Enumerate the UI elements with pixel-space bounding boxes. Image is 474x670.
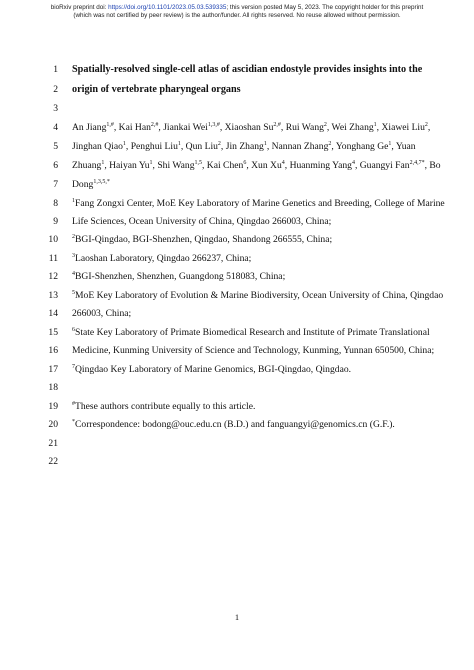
line-number: 16: [48, 345, 58, 356]
line-number: 8: [53, 198, 58, 209]
header-suffix: ; this version posted May 5, 2023. The copyright holder for this preprint: [226, 4, 424, 11]
author-line-2: Jinghan Qiao$^1$, Penghui Liu$^1$, Qun Liu$^2$, Jin Zhang$^1$, Nannan Zhang$^2$, Yonghang Ge$^1$, Yuan: [72, 140, 416, 152]
line-number: 22: [48, 456, 58, 467]
line-2: [0, 80, 474, 100]
affiliation-6-cont: Medicine, Kunming University of Science and Technology, Kunming, Yunnan 650500, China;: [72, 345, 435, 356]
line-number: 12: [48, 271, 58, 282]
line-number: 21: [48, 438, 58, 449]
line-5: [0, 137, 474, 157]
line-4: [0, 118, 474, 138]
header-prefix: bioRxiv preprint doi:: [50, 4, 109, 11]
author-line-3: Zhuang$^1$, Haiyan Yu$^1$, Shi Wang$^{1,5}$, Kai Chen$^6$, Xun Xu$^4$, Huanming Yang$^4$, Guangyi Fan$^{2,4,7*}$, Bo: [72, 159, 441, 171]
line-number: 19: [48, 401, 58, 412]
line-7: [0, 175, 474, 195]
author-line-1: An Jiang$^{1,\#}$, Kai Han$^{2,\#}$, Jiankai Wei$^{1,3,\#}$, Xiaoshan $Su^{2,\#}$, Rui Wang$^2$, Wei Zhang$^1$, Xiawei Liu$^2$,: [72, 121, 431, 133]
line-18: [0, 378, 474, 398]
line-number: 2: [53, 84, 58, 95]
affiliation-4: $^4$BGI-Shenzhen, Shenzhen, Guangdong 518083, China;: [72, 270, 286, 282]
line-number: 3: [53, 103, 58, 114]
line-number: 14: [48, 308, 58, 319]
line-number: 1: [53, 64, 58, 75]
line-15: [0, 323, 474, 343]
line-number: 11: [48, 253, 58, 264]
line-6: [0, 156, 474, 176]
line-number: 20: [48, 419, 58, 430]
line-number: 5: [53, 141, 58, 152]
author-line-4: Dong$^{1,3,5,*}$: [72, 178, 110, 190]
line-number: 13: [48, 290, 58, 301]
line-10: [0, 230, 474, 250]
line-17: [0, 360, 474, 380]
line-12: [0, 267, 474, 287]
line-number: 10: [48, 234, 58, 245]
line-1: [0, 60, 474, 80]
line-22: [0, 452, 474, 472]
line-number: 6: [53, 160, 58, 171]
line-number: 7: [53, 179, 58, 190]
line-11: [0, 249, 474, 269]
line-number: 17: [48, 364, 58, 375]
header-line-2: (which was not certified by peer review) is the author/funder. All rights reserved. No reuse allowed without permission.: [73, 12, 401, 19]
line-number: 4: [53, 122, 58, 133]
line-number: 18: [48, 382, 58, 393]
line-number: 15: [48, 327, 58, 338]
line-20: [0, 415, 474, 435]
affiliation-3: $^3$Laoshan Laboratory, Qingdao 266237, China;: [72, 252, 252, 264]
line-9: [0, 212, 474, 232]
affiliation-5-cont: 266003, China;: [72, 308, 132, 319]
line-8: [0, 194, 474, 214]
page-number: 1: [234, 612, 240, 622]
affiliation-7: $^7$Qingdao Key Laboratory of Marine Genomics, BGI-Qingdao, Qingdao.: [72, 363, 352, 375]
affiliation-6: $^6$State Key Laboratory of Primate Biomedical Research and Institute of Primate Translational: [72, 326, 430, 338]
line-14: [0, 304, 474, 324]
equal-contribution-note: #These authors contribute equally to this article.: [72, 400, 256, 412]
line-number: 9: [53, 216, 58, 227]
affiliation-1: $^1$Fang Zongxi Center, MoE Key Laboratory of Marine Genetics and Breeding, College of Marine: [72, 197, 445, 209]
affiliation-2: $^2$BGI-Qingdao, BGI-Shenzhen, Qingdao, Shandong 266555, China;: [72, 233, 333, 245]
line-19: [0, 397, 474, 417]
line-3: [0, 99, 474, 119]
title-line-1: Spatially-resolved single-cell atlas of ascidian endostyle provides insights into the: [72, 64, 423, 75]
preprint-header: [0, 4, 474, 20]
line-16: [0, 341, 474, 361]
correspondence-note: *Correspondence: bodong@ouc.edu.cn (B.D.) and fanguangyi@genomics.cn (G.F.).: [72, 418, 395, 430]
line-21: [0, 434, 474, 454]
title-line-2: origin of vertebrate pharyngeal organs: [72, 84, 241, 95]
affiliation-1-cont: Life Sciences, Ocean University of China, Qingdao 266003, China;: [72, 216, 332, 227]
affiliation-5: $^5$MoE Key Laboratory of Evolution & Marine Biodiversity, Ocean University of China, Qingdao: [72, 289, 444, 301]
doi-link[interactable]: https://doi.org/10.1101/2023.05.03.539335: [108, 4, 227, 11]
line-13: [0, 286, 474, 306]
header-line-1: [0, 4, 474, 12]
